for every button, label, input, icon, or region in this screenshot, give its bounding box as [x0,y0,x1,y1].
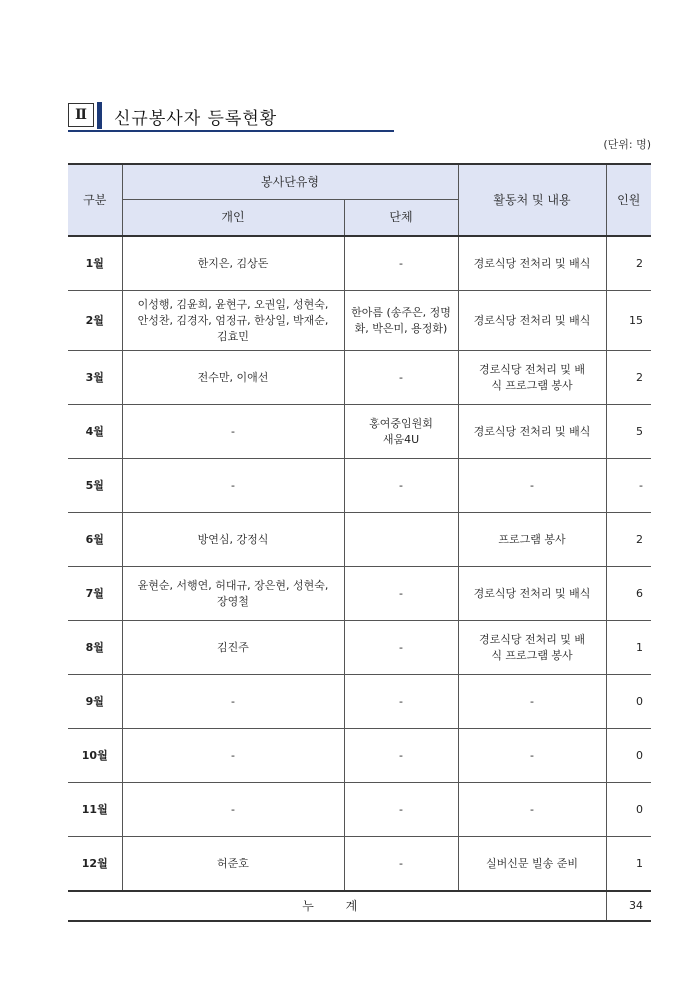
activity-cell: 실버신문 빌송 준비 [458,837,606,892]
individual-cell: - [122,675,344,729]
group-cell: - [344,621,458,675]
month-cell: 9월 [68,675,122,729]
count-cell: 2 [606,351,651,405]
month-cell: 6월 [68,513,122,567]
count-cell: 1 [606,837,651,892]
month-cell: 10월 [68,729,122,783]
individual-cell: - [122,405,344,459]
table-row [68,351,651,405]
count-cell: 0 [606,729,651,783]
registration-table [68,163,651,922]
activity-cell: 경로식당 전처리 및 배식 프로그램 봉사 [458,621,606,675]
table-row [68,729,651,783]
activity-cell: 경로식당 전처리 및 배식 프로그램 봉사 [458,351,606,405]
individual-cell: 윤현순, 서행연, 허대규, 장은현, 성현숙, 장영철 [122,567,344,621]
count-cell: - [606,459,651,513]
activity-cell: - [458,675,606,729]
count-cell: 0 [606,675,651,729]
count-cell: 5 [606,405,651,459]
table-row [68,459,651,513]
individual-cell: 허준호 [122,837,344,892]
group-cell: - [344,675,458,729]
header-group-type: 봉사단유형 [122,164,458,199]
activity-cell: 경로식당 전처리 및 배식 [458,236,606,291]
individual-cell: - [122,459,344,513]
month-cell: 1월 [68,236,122,291]
month-cell: 3월 [68,351,122,405]
header-category: 구분 [68,164,122,236]
individual-cell: 김진주 [122,621,344,675]
month-cell: 4월 [68,405,122,459]
table-row [68,675,651,729]
table-row [68,567,651,621]
count-cell: 6 [606,567,651,621]
header-activity: 활동처 및 내용 [458,164,606,236]
section-number-box: Ⅱ [68,103,94,127]
individual-cell: 방연심, 강정식 [122,513,344,567]
month-cell: 12월 [68,837,122,892]
table-row [68,291,651,351]
group-cell: - [344,351,458,405]
group-cell: - [344,729,458,783]
table-row [68,837,651,892]
section-title [68,101,394,131]
section-underline [68,130,394,132]
individual-cell: - [122,729,344,783]
total-label: 누 계 [68,891,606,921]
activity-cell: 경로식당 전처리 및 배식 [458,567,606,621]
activity-cell: 경로식당 전처리 및 배식 [458,291,606,351]
count-cell: 15 [606,291,651,351]
count-cell: 2 [606,236,651,291]
header-individual: 개인 [122,199,344,236]
table-row [68,783,651,837]
unit-label: (단위: 명) [603,138,651,151]
month-cell: 2월 [68,291,122,351]
group-cell: - [344,567,458,621]
individual-cell: 한지은, 김상돈 [122,236,344,291]
activity-cell: 프로그램 봉사 [458,513,606,567]
activity-cell: - [458,783,606,837]
group-cell: - [344,783,458,837]
total-row [68,891,651,921]
individual-cell: 이성행, 김윤희, 윤현구, 오권일, 성현숙, 안성찬, 김경자, 엄정규, 한상일, 박재순, 김효민 [122,291,344,351]
count-cell: 0 [606,783,651,837]
month-cell: 7월 [68,567,122,621]
month-cell: 11월 [68,783,122,837]
activity-cell: - [458,459,606,513]
group-cell: 홍여중임원회 새움4U [344,405,458,459]
month-cell: 5월 [68,459,122,513]
month-cell: 8월 [68,621,122,675]
group-cell: - [344,236,458,291]
count-cell: 1 [606,621,651,675]
table-row [68,513,651,567]
group-cell: 한아름 (송주은, 정명화, 박은미, 용정화) [344,291,458,351]
header-group: 단체 [344,199,458,236]
table-row [68,405,651,459]
header-count: 인원 [606,164,651,236]
activity-cell: - [458,729,606,783]
section-title-text: 신규봉사자 등록현황 [114,109,278,129]
table-body [68,236,651,921]
individual-cell: - [122,783,344,837]
table-row [68,236,651,291]
count-cell: 2 [606,513,651,567]
table-row [68,621,651,675]
group-cell [344,513,458,567]
total-count: 34 [606,891,651,921]
activity-cell: 경로식당 전처리 및 배식 [458,405,606,459]
individual-cell: 전수만, 이애선 [122,351,344,405]
group-cell: - [344,837,458,892]
section-accent-bar [97,102,102,129]
group-cell: - [344,459,458,513]
